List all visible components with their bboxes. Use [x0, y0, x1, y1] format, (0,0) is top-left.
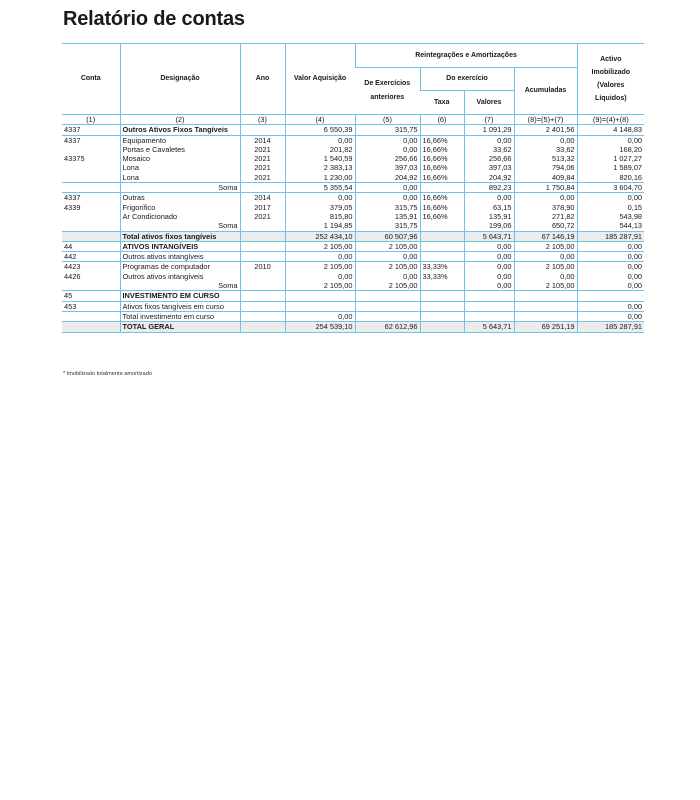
cell-acumuladas: 67 146,19 [514, 231, 577, 241]
cell-valor-aquisicao: 0,00 [285, 311, 355, 321]
cell-valores: 0,00 [464, 193, 514, 203]
cell-valor-aquisicao: 1 194,85 [285, 221, 355, 231]
cell-taxa: 16,66% [420, 193, 464, 203]
cell-valores [464, 291, 514, 301]
cell-taxa [420, 125, 464, 135]
cell-taxa [420, 252, 464, 262]
cell-valor-aquisicao: 5 355,54 [285, 183, 355, 193]
cell-designacao: Programas de computador [120, 262, 240, 272]
cell-valores: 135,91 [464, 212, 514, 221]
table-row [62, 301, 644, 311]
cell-valor-aquisicao: 0,00 [285, 193, 355, 203]
table-body [62, 125, 644, 332]
cell-valores: 0,00 [464, 281, 514, 291]
cell-taxa: 16,66% [420, 173, 464, 183]
cell-taxa: 33,33% [420, 272, 464, 281]
cell-ano [240, 125, 285, 135]
cell-ano [240, 301, 285, 311]
cell-valor-aquisicao: 379,05 [285, 203, 355, 212]
cell-acumuladas: 271,82 [514, 212, 577, 221]
cell-designacao: Lona [120, 173, 240, 183]
cell-activo-liquido: 4 148,83 [577, 125, 644, 135]
cell-activo-liquido: 185 287,91 [577, 231, 644, 241]
cell-acumuladas: 409,84 [514, 173, 577, 183]
table-row [62, 145, 644, 154]
cell-designacao: Lona [120, 163, 240, 172]
cell-valor-aquisicao: 252 434,10 [285, 231, 355, 241]
cell-acumuladas: 2 105,00 [514, 281, 577, 291]
cell-activo-liquido: 3 604,70 [577, 183, 644, 193]
cell-valor-aquisicao: 2 105,00 [285, 241, 355, 251]
cell-designacao: Soma [120, 281, 240, 291]
cell-activo-liquido: 0,00 [577, 281, 644, 291]
cell-taxa [420, 291, 464, 301]
cell-exercicios-anteriores: 2 105,00 [355, 281, 420, 291]
cell-designacao: Ativos fixos tangíveis em curso [120, 301, 240, 311]
cell-activo-liquido: 0,00 [577, 301, 644, 311]
cell-conta [62, 173, 120, 183]
cell-exercicios-anteriores [355, 291, 420, 301]
cell-taxa: 16,66% [420, 154, 464, 163]
cell-acumuladas [514, 291, 577, 301]
cell-taxa [420, 311, 464, 321]
cell-conta [62, 281, 120, 291]
cell-designacao: Total investimento em curso [120, 311, 240, 321]
cell-activo-liquido: 544,13 [577, 221, 644, 231]
cell-activo-liquido [577, 291, 644, 301]
cell-taxa [420, 301, 464, 311]
cell-conta [62, 322, 120, 332]
table-row [62, 203, 644, 212]
cell-conta: 44 [64, 241, 73, 251]
cell-ano: 2014 [240, 193, 285, 203]
cell-taxa [420, 183, 464, 193]
cell-ano [240, 183, 285, 193]
cell-conta [62, 231, 120, 241]
cell-valores: 0,00 [464, 252, 514, 262]
header-valores: Valores [464, 91, 514, 115]
cell-valor-aquisicao: 201,82 [285, 145, 355, 154]
table-row [62, 291, 644, 301]
cell-taxa [420, 322, 464, 332]
table-row [62, 221, 644, 231]
cell-exercicios-anteriores [355, 311, 420, 321]
cell-valores [464, 311, 514, 321]
cell-taxa: 16,66% [420, 163, 464, 172]
cell-taxa [420, 281, 464, 291]
cell-activo-liquido: 0,00 [577, 311, 644, 321]
header-reintegracoes-group: Reintegrações e Amortizações [355, 44, 577, 68]
table-row [62, 322, 644, 332]
cell-acumuladas: 0,00 [514, 135, 577, 145]
table-row [62, 193, 644, 203]
cell-exercicios-anteriores: 2 105,00 [355, 262, 420, 272]
cell-exercicios-anteriores: 256,66 [355, 154, 420, 163]
cell-ano [240, 272, 285, 281]
cell-designacao: Soma [120, 183, 240, 193]
cell-ano [240, 322, 285, 332]
cell-ano [240, 252, 285, 262]
cell-conta [62, 145, 120, 154]
cell-valor-aquisicao: 815,80 [285, 212, 355, 221]
cell-ano [240, 231, 285, 241]
cell-designacao: Soma [120, 221, 240, 231]
column-index-row: (1) (2) (3) (4) (5) (6) (7) (8)=(5)+(7) (9)=(4)+(8) [62, 115, 644, 125]
cell-conta [62, 163, 120, 172]
cell-exercicios-anteriores: 0,00 [355, 272, 420, 281]
cell-acumuladas [514, 301, 577, 311]
cell-valor-aquisicao: 0,00 [285, 135, 355, 145]
cell-exercicios-anteriores: 62 612,96 [355, 322, 420, 332]
cell-acumuladas: 794,06 [514, 163, 577, 172]
cell-valores: 397,03 [464, 163, 514, 172]
cell-activo-liquido: 1 027,27 [577, 154, 644, 163]
cell-activo-liquido: 168,20 [577, 145, 644, 154]
cell-activo-liquido: 0,00 [577, 193, 644, 203]
header-acumuladas: Acumuladas [514, 68, 577, 115]
cell-designacao: Outros ativos intangíveis [120, 272, 240, 281]
cell-ano [240, 221, 285, 231]
header-ano: Ano [240, 44, 285, 115]
cell-ano [240, 291, 285, 301]
cell-valores: 5 643,71 [464, 231, 514, 241]
cell-acumuladas: 33,62 [514, 145, 577, 154]
cell-designacao: INVESTIMENTO EM CURSO [120, 291, 240, 301]
footnote: * Imobilizado totalmente amortizado [63, 371, 152, 377]
cell-valor-aquisicao [285, 291, 355, 301]
cell-designacao: Portas e Cavaletes [120, 145, 240, 154]
cell-valor-aquisicao: 2 105,00 [285, 281, 355, 291]
cell-acumuladas: 2 401,56 [514, 125, 577, 135]
cell-conta: 4337 [62, 193, 120, 203]
cell-acumuladas: 69 251,19 [514, 322, 577, 332]
cell-designacao: Equipamento [120, 135, 240, 145]
cell-ano [240, 241, 285, 251]
header-designacao: Designação [120, 44, 240, 115]
cell-acumuladas: 2 105,00 [514, 262, 577, 272]
cell-ano: 2021 [240, 145, 285, 154]
table-row [62, 163, 644, 172]
cell-conta: 453 [62, 301, 120, 311]
cell-exercicios-anteriores: 0,00 [355, 145, 420, 154]
cell-activo-liquido: 0,00 [577, 262, 644, 272]
cell-valor-aquisicao: 254 539,10 [285, 322, 355, 332]
cell-ano: 2021 [240, 173, 285, 183]
accounts-report-table [62, 43, 644, 333]
header-activo-imobilizado: Activo Imobilizado (Valores Líquidos) [577, 44, 644, 115]
cell-taxa: 33,33% [420, 262, 464, 272]
cell-conta: 4339 [64, 202, 81, 212]
cell-exercicios-anteriores [355, 301, 420, 311]
cell-ano [240, 311, 285, 321]
cell-ano: 2021 [240, 163, 285, 172]
cell-exercicios-anteriores: 0,00 [355, 193, 420, 203]
cell-activo-liquido: 0,00 [577, 272, 644, 281]
cell-valores: 199,06 [464, 221, 514, 231]
cell-exercicios-anteriores: 135,91 [355, 212, 420, 221]
cell-taxa [420, 221, 464, 231]
cell-conta: 4337 [62, 135, 120, 145]
cell-valores [464, 301, 514, 311]
cell-taxa: 16,66% [420, 145, 464, 154]
cell-exercicios-anteriores: 315,75 [355, 221, 420, 231]
cell-ano: 2017 [240, 203, 285, 212]
cell-exercicios-anteriores: 315,75 [355, 125, 420, 135]
cell-designacao: Outros ativos intangíveis [120, 252, 240, 262]
cell-designacao: Outros Ativos Fixos Tangíveis [120, 125, 240, 135]
table-row [62, 281, 644, 291]
cell-valor-aquisicao: 1 230,00 [285, 173, 355, 183]
cell-acumuladas: 1 750,84 [514, 183, 577, 193]
cell-exercicios-anteriores: 397,03 [355, 163, 420, 172]
cell-valores: 892,23 [464, 183, 514, 193]
cell-designacao: Total ativos fixos tangíveis [120, 231, 240, 241]
cell-conta: 43375 [64, 154, 85, 164]
cell-designacao: ATIVOS INTANGÍVEIS [120, 241, 240, 251]
cell-valor-aquisicao: 2 105,00 [285, 262, 355, 272]
table-row [62, 272, 644, 281]
cell-acumuladas: 650,72 [514, 221, 577, 231]
cell-valor-aquisicao: 2 383,13 [285, 163, 355, 172]
cell-conta [62, 311, 120, 321]
table-row [62, 125, 644, 135]
cell-acumuladas: 0,00 [514, 193, 577, 203]
cell-ano [240, 281, 285, 291]
table-row [62, 252, 644, 262]
cell-acumuladas: 0,00 [514, 252, 577, 262]
cell-activo-liquido: 1 589,07 [577, 163, 644, 172]
cell-acumuladas: 0,00 [514, 272, 577, 281]
cell-activo-liquido: 0,15 [577, 203, 644, 212]
cell-valores: 204,92 [464, 173, 514, 183]
cell-designacao: Mosaico [120, 154, 240, 163]
cell-exercicios-anteriores: 204,92 [355, 173, 420, 183]
cell-acumuladas: 513,32 [514, 154, 577, 163]
cell-activo-liquido: 820,16 [577, 173, 644, 183]
cell-exercicios-anteriores: 60 507,96 [355, 231, 420, 241]
cell-taxa [420, 231, 464, 241]
cell-valores: 0,00 [464, 135, 514, 145]
cell-taxa: 16,66% [420, 135, 464, 145]
cell-exercicios-anteriores: 0,00 [355, 252, 420, 262]
table-row [62, 231, 644, 241]
table-row [62, 241, 644, 251]
cell-taxa: 16,66% [420, 212, 464, 221]
cell-conta: 4426 [64, 271, 81, 281]
cell-conta: 4423 [62, 262, 120, 272]
table-row [62, 311, 644, 321]
table-row [62, 173, 644, 183]
table-row [62, 154, 644, 163]
cell-conta: 4337 [64, 125, 81, 135]
cell-conta [62, 183, 120, 193]
cell-activo-liquido: 543,98 [577, 212, 644, 221]
cell-conta [62, 212, 120, 221]
cell-designacao: Frigorífico [120, 203, 240, 212]
header-do-exercicio: Do exercício [420, 68, 514, 91]
cell-ano: 2010 [240, 262, 285, 272]
cell-valor-aquisicao: 6 550,39 [285, 125, 355, 135]
cell-designacao: Ar Condicionado [120, 212, 240, 221]
cell-exercicios-anteriores: 315,75 [355, 203, 420, 212]
cell-acumuladas: 378,90 [514, 203, 577, 212]
page-title: Relatório de contas [63, 8, 245, 30]
header-taxa: Taxa [434, 98, 450, 106]
cell-acumuladas: 2 105,00 [514, 241, 577, 251]
cell-valores: 0,00 [464, 262, 514, 272]
cell-valor-aquisicao [285, 301, 355, 311]
cell-ano: 2014 [240, 135, 285, 145]
cell-exercicios-anteriores: 0,00 [355, 183, 420, 193]
cell-activo-liquido: 0,00 [577, 252, 644, 262]
header-de-exercicios-anteriores: De Exercícios anteriores [364, 80, 411, 101]
table-row [62, 212, 644, 221]
cell-ano: 2021 [240, 154, 285, 163]
cell-valores: 5 643,71 [464, 322, 514, 332]
table-row [62, 262, 644, 272]
cell-activo-liquido: 185 287,91 [577, 322, 644, 332]
table-row [62, 135, 644, 145]
cell-valores: 256,66 [464, 154, 514, 163]
cell-taxa [420, 241, 464, 251]
cell-activo-liquido: 0,00 [577, 241, 644, 251]
cell-valores: 63,15 [464, 203, 514, 212]
cell-valores: 1 091,29 [464, 125, 514, 135]
cell-valor-aquisicao: 0,00 [285, 272, 355, 281]
cell-conta: 45 [62, 291, 120, 301]
cell-valores: 0,00 [464, 272, 514, 281]
cell-exercicios-anteriores: 2 105,00 [355, 241, 420, 251]
header-conta: Conta [62, 44, 120, 115]
cell-designacao: Outras [120, 193, 240, 203]
cell-conta: 442 [62, 252, 120, 262]
cell-activo-liquido: 0,00 [577, 135, 644, 145]
header-valor-aquisicao: Valor Aquisição [285, 44, 355, 115]
table-row [62, 183, 644, 193]
cell-conta [62, 221, 120, 231]
cell-exercicios-anteriores: 0,00 [355, 135, 420, 145]
cell-designacao: TOTAL GERAL [120, 322, 240, 332]
cell-valor-aquisicao: 0,00 [285, 252, 355, 262]
cell-valores: 0,00 [464, 241, 514, 251]
cell-valores: 33,62 [464, 145, 514, 154]
cell-ano: 2021 [240, 212, 285, 221]
cell-acumuladas [514, 311, 577, 321]
cell-taxa: 16,66% [420, 203, 464, 212]
cell-valor-aquisicao: 1 540,59 [285, 154, 355, 163]
